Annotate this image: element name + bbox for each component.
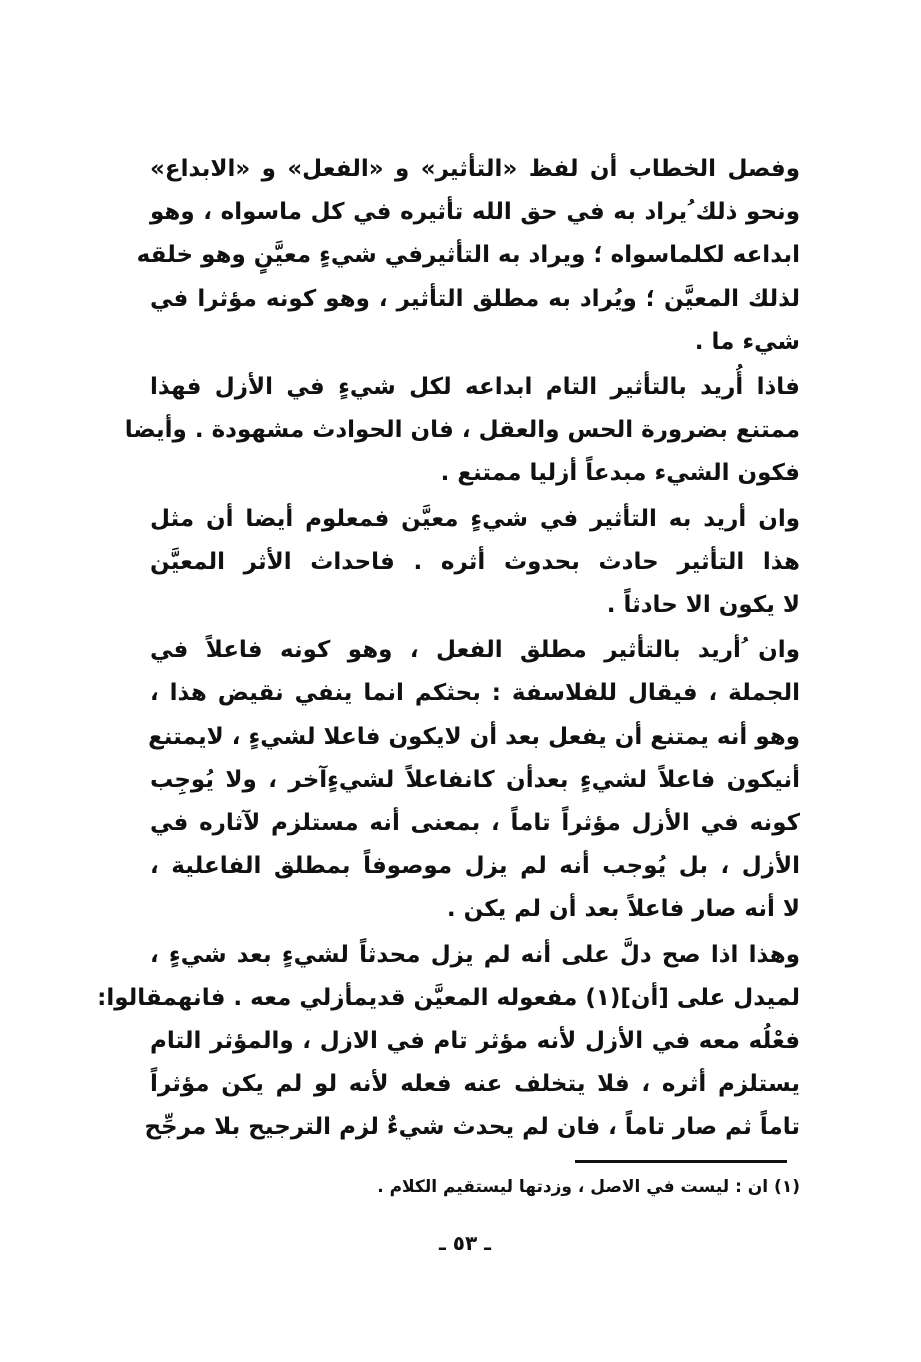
footnote-divider: [575, 1160, 787, 1163]
main-text: [97, 148, 800, 1152]
text-line: ابداعه لكلماسواه ؛ ويراد به التأثيرفي شيءٍ معيَّنٍ وهو خلقه: [136, 242, 800, 269]
text-line: ونحو ذلك ُيراد به في حق الله تأثيره في كل ماسواه ، وهو: [150, 199, 800, 226]
text-line: فاذا أُريد بالتأثير التام ابداعه لكل شيءٍ في الأزل فهذا: [150, 374, 800, 401]
text-line: وان أريد به التأثير في شيءٍ معيَّن فمعلوم أيضا أن مثل: [150, 505, 800, 532]
text-line: الجملة ، فيقال للفلاسفة : بحثكم انما ينفي نقيض هذا ،: [150, 680, 800, 707]
paragraph-5: [97, 934, 800, 1150]
text-line: شيء ما .: [694, 328, 800, 355]
text-line: يستلزم أثره ، فلا يتخلف عنه فعله لأنه لو لم يكن مؤثراً: [150, 1071, 800, 1098]
paragraph-2: [124, 366, 800, 496]
text-line: وان ُأريد بالتأثير مطلق الفعل ، وهو كونه فاعلاً في: [150, 637, 800, 664]
text-line: كونه في الأزل مؤثراً تاماً ، بمعنى أنه مستلزم لآثاره في: [150, 810, 800, 837]
paragraph-3: [150, 498, 800, 628]
text-line: لميدل على [أن](١) مفعوله المعيَّن قديمأزلي معه . فانهمقالوا:: [97, 984, 800, 1011]
footnote: (١) ان : ليست في الاصل ، وزدتها ليستقيم الكلام .: [377, 1177, 800, 1197]
text-line: لا أنه صار فاعلاً بعد أن لم يكن .: [446, 896, 800, 923]
text-line: لذلك المعيَّن ؛ ويُراد به مطلق التأثير ، وهو كونه مؤثرا في: [150, 285, 800, 312]
text-line: وفصل الخطاب أن لفظ «التأثير» و «الفعل» و «الابداع»: [150, 156, 800, 182]
text-line: أنيكون فاعلاً لشيءٍ بعدأن كانفاعلاً لشيءٍآخر ، ولا يُوجِب: [150, 766, 800, 793]
text-line: ممتنع بضرورة الحس والعقل ، فان الحوادث مشهودة . وأيضا: [124, 417, 800, 444]
paragraph-1: [136, 148, 800, 364]
text-line: هذا التأثير حادث بحدوث أثره . فاحداث الأثر المعيَّن: [150, 548, 800, 575]
text-line: وهذا اذا صح دلَّ على أنه لم يزل محدثاً لشيءٍ بعد شيءٍ ،: [150, 941, 800, 968]
text-line: فكون الشيء مبدعاً أزليا ممتنع .: [440, 460, 800, 487]
text-line: لا يكون الا حادثاً .: [606, 592, 800, 619]
text-line: وهو أنه يمتنع أن يفعل بعد أن لايكون فاعلا لشيءٍ ، لايمتنع: [148, 723, 800, 750]
paragraph-4: [150, 629, 800, 931]
text-line: تاماً ثم صار تاماً ، فان لم يحدث شيءٌ لزم الترجيح بلا مرجِّح: [144, 1114, 800, 1141]
text-line: الأزل ، بل يُوجب أنه لم يزل موصوفاً بمطلق الفاعلية ،: [150, 853, 800, 880]
text-line: فعْلُه معه في الأزل لأنه مؤثر تام في الازل ، والمؤثر التام: [150, 1028, 800, 1055]
page-number: ـ ٥٣ ـ: [438, 1231, 492, 1255]
